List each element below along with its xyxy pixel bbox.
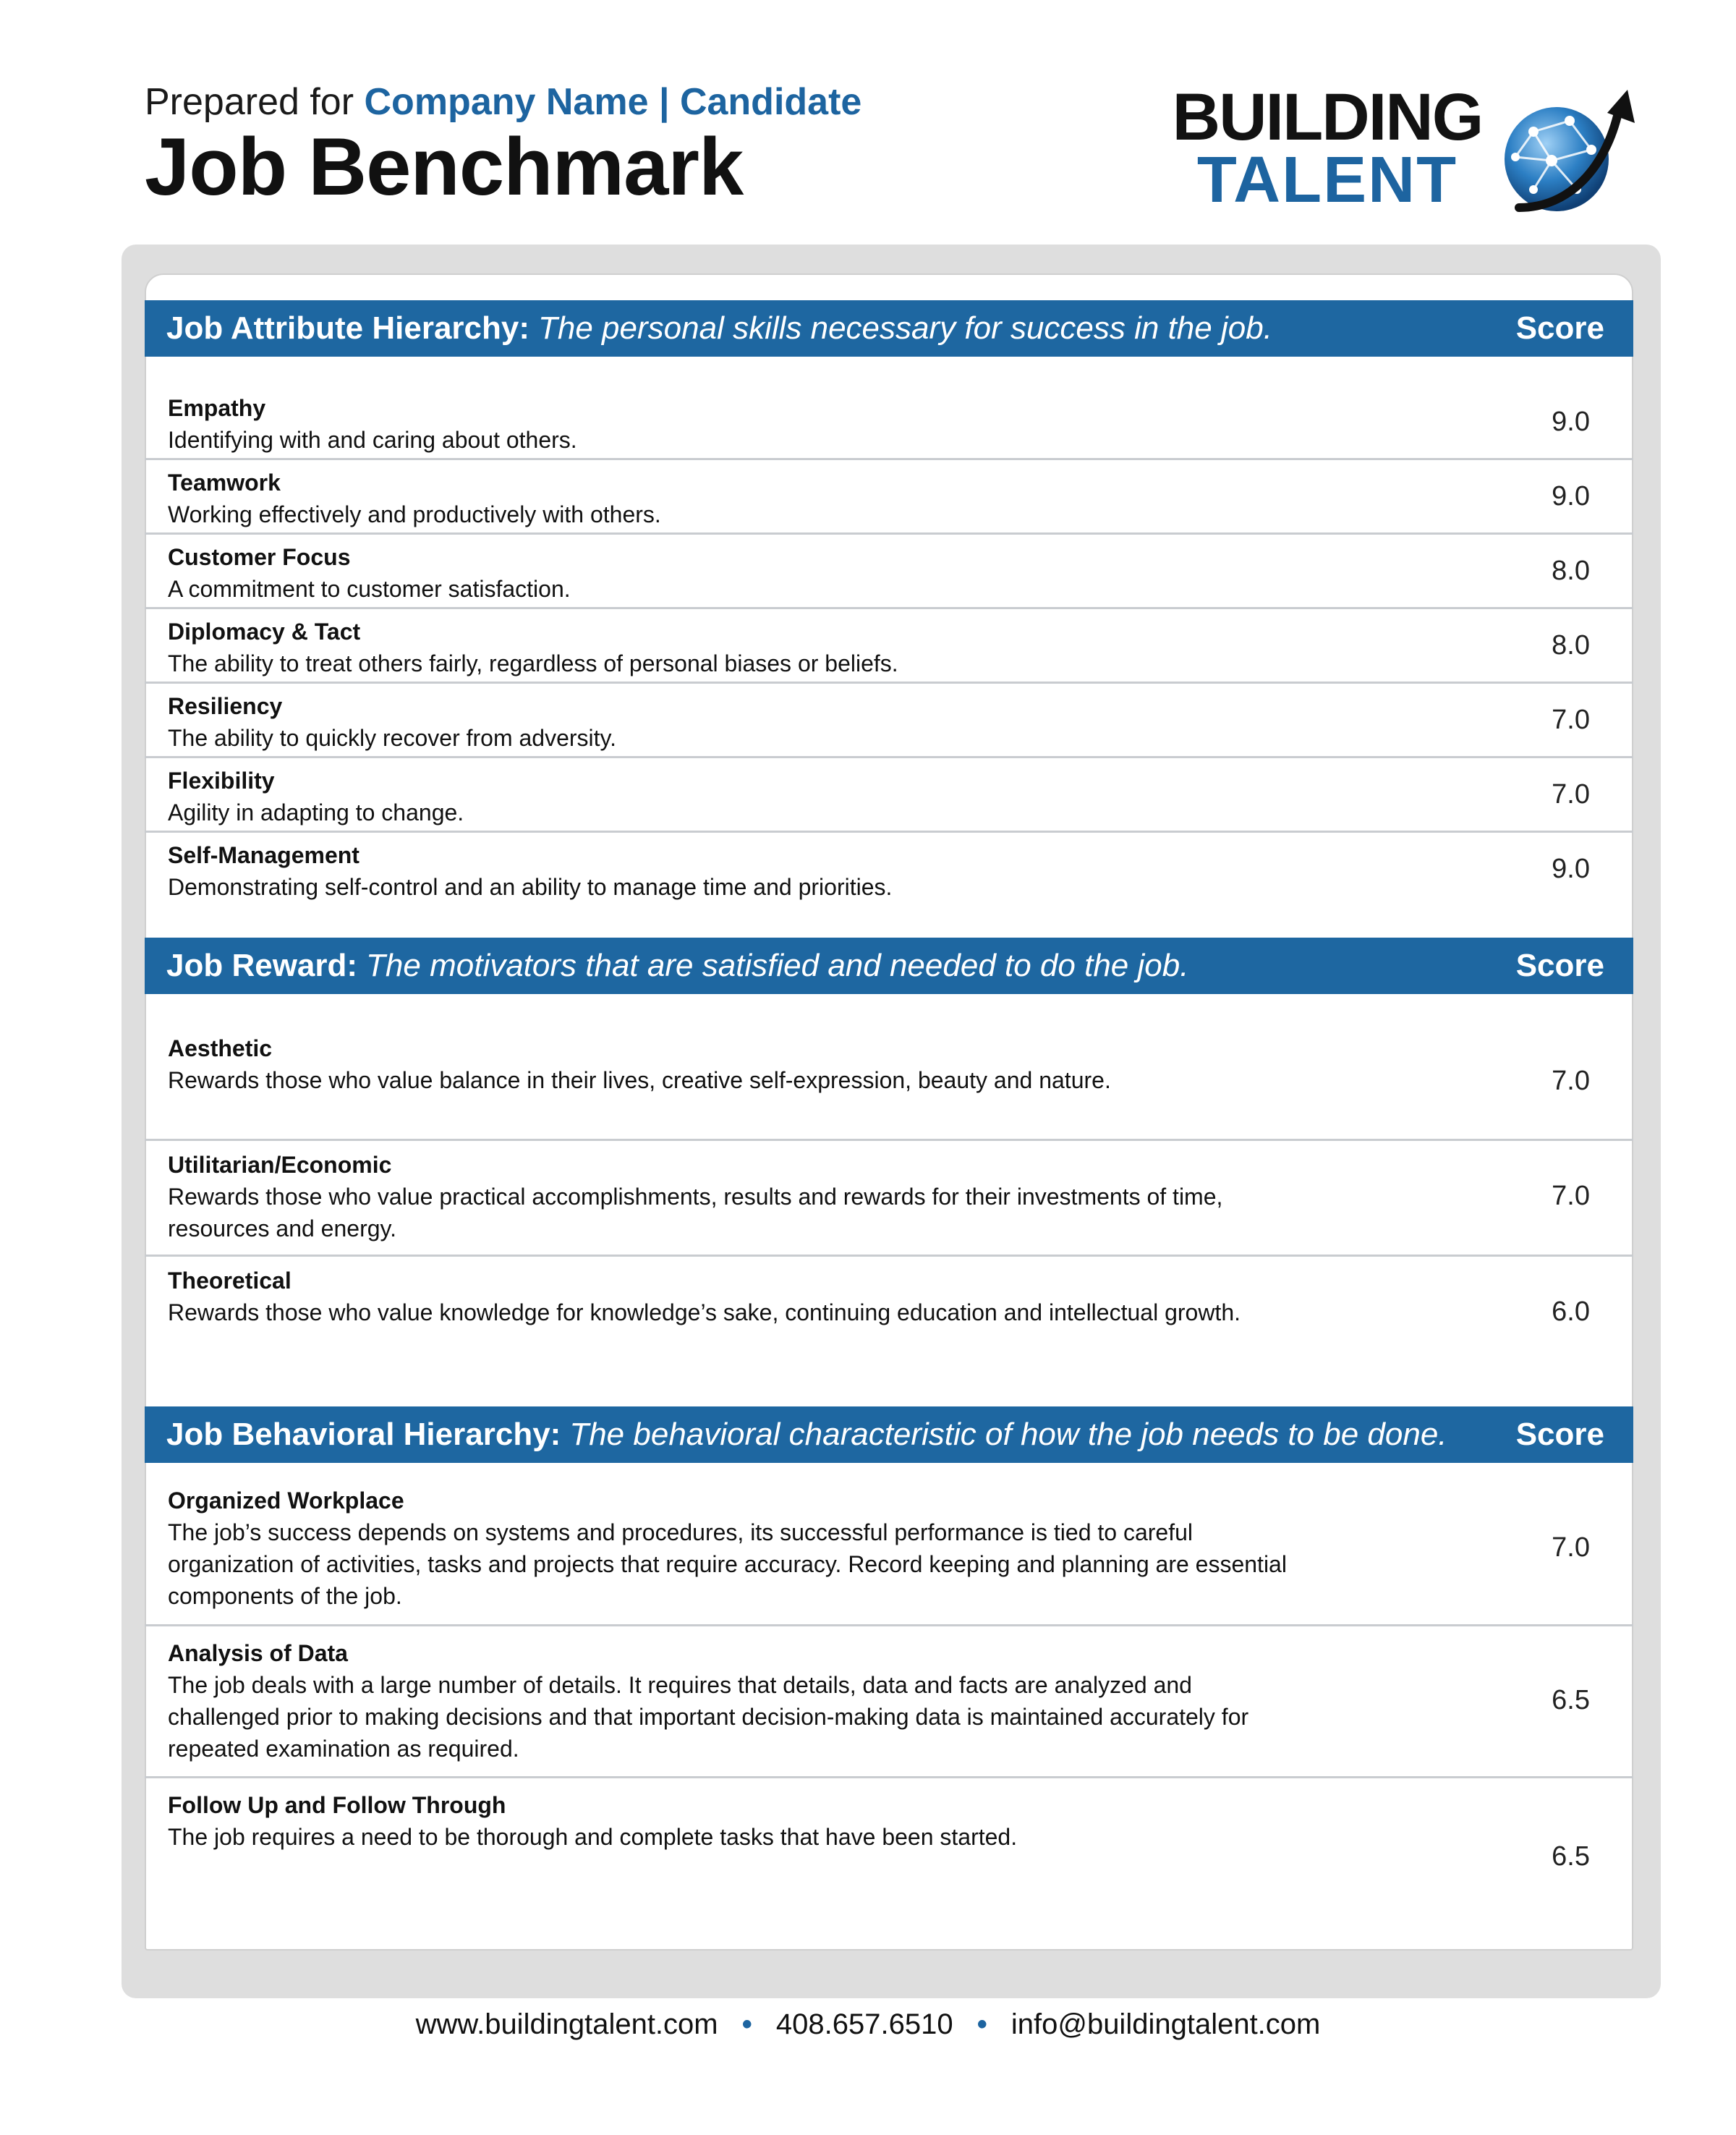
row-text xyxy=(168,467,1296,530)
row-description: The job requires a need to be thorough and complete tasks that have been started. xyxy=(168,1824,1018,1850)
building-talent-logo xyxy=(1165,81,1642,218)
row-name: Theoretical xyxy=(168,1268,292,1294)
row-name: Empathy xyxy=(168,395,266,421)
row-name: Self-Management xyxy=(168,842,359,868)
row-score: 9.0 xyxy=(1552,854,1590,884)
table-row xyxy=(145,391,1633,460)
table-row xyxy=(145,1482,1633,1626)
row-text xyxy=(168,1789,1296,1853)
website-link[interactable]: www.buildingtalent.com xyxy=(415,2008,718,2040)
row-name: Follow Up and Follow Through xyxy=(168,1792,506,1818)
row-name: Customer Focus xyxy=(168,544,351,570)
row-text xyxy=(168,392,1296,456)
row-score: 6.5 xyxy=(1552,1841,1590,1872)
row-description: The job’s success depends on systems and procedures, its successful performance is tied to careful organization of activities, tasks and projects that require accuracy. Record keeping and planning are essential components of the job. xyxy=(168,1519,1287,1609)
row-description: The ability to treat others fairly, regardless of personal biases or beliefs. xyxy=(168,650,898,676)
score-column-header: Score xyxy=(1515,1417,1604,1452)
row-score: 6.0 xyxy=(1552,1296,1590,1327)
prepared-for-name: Company Name | Candidate xyxy=(364,81,862,123)
section-subtitle: The motivators that are satisfied and needed to do the job. xyxy=(366,948,1189,983)
prepared-for-line xyxy=(145,80,1085,124)
table-row xyxy=(145,611,1633,684)
row-score: 8.0 xyxy=(1552,630,1590,661)
row-description: Identifying with and caring about others. xyxy=(168,427,577,453)
row-text xyxy=(168,839,1296,903)
page-title: Job Benchmark xyxy=(145,122,744,213)
document-header xyxy=(145,80,1085,224)
row-text xyxy=(168,1265,1296,1328)
row-text xyxy=(168,616,1296,679)
prepared-prefix: Prepared for xyxy=(145,81,354,123)
globe-arrow-icon xyxy=(1490,81,1642,218)
row-score: 9.0 xyxy=(1552,407,1590,437)
section-title-wrap xyxy=(166,938,1188,994)
row-text xyxy=(168,690,1296,754)
score-column-header: Score xyxy=(1515,948,1604,983)
row-score: 7.0 xyxy=(1552,1181,1590,1211)
contact-footer xyxy=(0,2008,1736,2041)
row-name: Organized Workplace xyxy=(168,1487,404,1514)
table-row xyxy=(145,537,1633,609)
section-title: Job Behavioral Hierarchy: xyxy=(166,1417,561,1452)
table-row xyxy=(145,1143,1633,1257)
separator-dot: • xyxy=(741,2008,752,2040)
logo-line-2: TALENT xyxy=(1196,144,1458,216)
section-subtitle: The behavioral characteristic of how the job needs to be done. xyxy=(569,1417,1447,1452)
table-row xyxy=(145,462,1633,535)
row-text xyxy=(168,541,1296,605)
row-score: 7.0 xyxy=(1552,1532,1590,1563)
row-name: Resiliency xyxy=(168,693,283,719)
row-description: The job deals with a large number of details. It requires that details, data and facts are analyzed and challenged prior to making decisions and that important decision-making data is maintained accurately for repeated examination as required. xyxy=(168,1672,1249,1762)
row-text xyxy=(168,1149,1296,1244)
table-row xyxy=(145,760,1633,833)
row-score: 7.0 xyxy=(1552,1066,1590,1096)
row-score: 9.0 xyxy=(1552,481,1590,512)
table-row xyxy=(145,835,1633,907)
row-text xyxy=(168,765,1296,828)
row-description: Demonstrating self-control and an ability to manage time and priorities. xyxy=(168,874,893,900)
row-text xyxy=(168,1637,1296,1765)
phone-number[interactable]: 408.657.6510 xyxy=(775,2008,953,2040)
email-link[interactable]: info@buildingtalent.com xyxy=(1010,2008,1321,2040)
row-name: Aesthetic xyxy=(168,1035,273,1061)
row-description: Agility in adapting to change. xyxy=(168,799,464,825)
row-description: Rewards those who value balance in their lives, creative self-expression, beauty and nature. xyxy=(168,1067,1111,1093)
row-description: Working effectively and productively with others. xyxy=(168,501,661,527)
row-name: Analysis of Data xyxy=(168,1640,348,1666)
row-text xyxy=(168,1032,1296,1096)
row-score: 7.0 xyxy=(1552,779,1590,810)
logo-wordmark xyxy=(1165,80,1490,216)
row-description: A commitment to customer satisfaction. xyxy=(168,576,571,602)
row-text xyxy=(168,1485,1296,1612)
row-name: Flexibility xyxy=(168,768,275,794)
row-score: 7.0 xyxy=(1552,705,1590,735)
section-title-wrap xyxy=(166,300,1272,357)
row-name: Teamwork xyxy=(168,470,281,496)
section-header-job-reward xyxy=(145,938,1633,994)
row-description: Rewards those who value knowledge for knowledge’s sake, continuing education and intellectual growth. xyxy=(168,1299,1241,1325)
table-row xyxy=(145,1259,1633,1375)
section-subtitle: The personal skills necessary for success in the job. xyxy=(538,310,1272,346)
score-column-header: Score xyxy=(1515,310,1604,346)
section-header-job-attribute xyxy=(145,300,1633,357)
row-name: Utilitarian/Economic xyxy=(168,1152,392,1178)
row-score: 6.5 xyxy=(1552,1685,1590,1715)
table-row xyxy=(145,1031,1633,1141)
section-title-wrap xyxy=(166,1406,1447,1463)
row-description: The ability to quickly recover from adversity. xyxy=(168,725,617,751)
row-score: 8.0 xyxy=(1552,556,1590,586)
table-row xyxy=(145,1629,1633,1778)
table-row xyxy=(145,686,1633,758)
row-description: Rewards those who value practical accomplishments, results and rewards for their investments of time, resources and energy. xyxy=(168,1184,1223,1241)
section-header-job-behavioral xyxy=(145,1406,1633,1463)
section-title: Job Attribute Hierarchy: xyxy=(166,310,530,346)
row-name: Diplomacy & Tact xyxy=(168,619,361,645)
section-title: Job Reward: xyxy=(166,948,358,983)
separator-dot: • xyxy=(977,2008,987,2040)
table-row xyxy=(145,1780,1633,1925)
logo-line-1: BUILDING xyxy=(1172,80,1483,154)
